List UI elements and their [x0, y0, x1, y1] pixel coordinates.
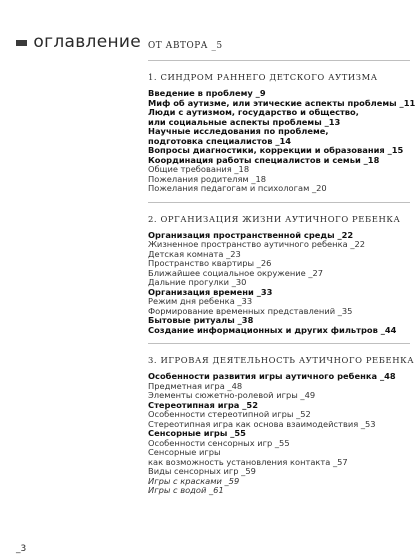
- section-items: [148, 372, 410, 496]
- toc-entry[interactable]: Пространство квартиры _26: [148, 258, 272, 268]
- toc-entry[interactable]: Координация работы специалистов и семьи _18: [148, 154, 380, 165]
- author-foreword-entry[interactable]: ОТ АВТОРА _5: [148, 41, 223, 51]
- toc-entry[interactable]: Люди с аутизмом, государство и общество,: [148, 107, 359, 117]
- toc-entry[interactable]: как возможность установления контакта _57: [148, 456, 348, 467]
- toc-section: [148, 213, 410, 345]
- toc-entry[interactable]: Пожелания родителям _18: [148, 173, 267, 184]
- divider: [148, 343, 410, 344]
- section-heading[interactable]: 1. СИНДРОМ РАННЕГО ДЕТСКОГО АУТИЗМА: [148, 72, 378, 82]
- toc-section: [148, 354, 415, 496]
- toc-entry[interactable]: Ближайшее социальное окружение _27: [148, 267, 324, 278]
- toc-entry[interactable]: Сенсорные игры: [148, 447, 221, 457]
- toc-entry[interactable]: Научные исследования по проблеме,: [148, 126, 329, 136]
- toc-entry[interactable]: Создание информационных и других фильтров _44: [148, 324, 397, 335]
- toc-title: оглавление: [33, 32, 141, 52]
- toc-entry[interactable]: Игры с красками _59: [148, 475, 240, 486]
- toc-entry[interactable]: Режим дня ребенка _33: [148, 296, 253, 306]
- toc-entry[interactable]: Стереотипная игра как основа взаимодействия _53: [148, 418, 376, 429]
- toc-section: [148, 71, 416, 203]
- toc-entry[interactable]: Организация времени _33: [148, 286, 273, 297]
- toc-title-row: [16, 34, 141, 51]
- toc-entry[interactable]: Бытовые ритуалы _38: [148, 315, 254, 325]
- toc-entry[interactable]: Общие требования _18: [148, 164, 250, 174]
- toc-entry[interactable]: Жизненное пространство аутичного ребенка _22: [148, 239, 366, 249]
- toc-list: [148, 40, 416, 496]
- section-heading[interactable]: 3. ИГРОВАЯ ДЕЯТЕЛЬНОСТЬ АУТИЧНОГО РЕБЕНКА: [148, 355, 415, 365]
- toc-entry[interactable]: Виды сенсорных игр _59: [148, 466, 256, 476]
- toc-entry[interactable]: Стереотипная игра _52: [148, 399, 258, 410]
- toc-entry[interactable]: Пожелания педагогам и психологам _20: [148, 183, 327, 193]
- page-number: _3: [16, 544, 27, 554]
- toc-entry[interactable]: Сенсорные игры _55: [148, 428, 246, 438]
- section-heading[interactable]: 2. ОРГАНИЗАЦИЯ ЖИЗНИ АУТИЧНОГО РЕБЕНКА: [148, 213, 401, 224]
- toc-entry[interactable]: Особенности развития игры аутичного ребенка _48: [148, 371, 396, 381]
- toc-entry[interactable]: или социальные аспекты проблемы _13: [148, 116, 341, 127]
- toc-entry[interactable]: Предметная игра _48: [148, 380, 243, 391]
- toc-entry[interactable]: Организация пространственной среды _22: [148, 229, 354, 240]
- toc-entry[interactable]: подготовка специалистов _14: [148, 135, 292, 146]
- toc-entry[interactable]: Детская комната _23: [148, 248, 241, 259]
- section-items: [148, 231, 410, 336]
- toc-entry[interactable]: Особенности сенсорных игр _55: [148, 437, 290, 448]
- toc-entry[interactable]: Элементы сюжетно-ролевой игры _49: [148, 390, 316, 400]
- toc-entry[interactable]: Формирование временных представлений _35: [148, 305, 353, 316]
- toc-entry[interactable]: Введение в проблему _9: [148, 88, 266, 98]
- toc-entry[interactable]: Миф об аутизме, или этические аспекты проблемы _11: [148, 97, 416, 108]
- toc-entry[interactable]: Дальние прогулки _30: [148, 277, 247, 287]
- toc-entry[interactable]: Особенности стереотипной игры _52: [148, 409, 311, 419]
- toc-entry[interactable]: Игры с водой _61: [148, 485, 224, 495]
- toc-header: [16, 34, 141, 51]
- section-items: [148, 88, 416, 194]
- toc-entry[interactable]: Вопросы диагностики, коррекции и образования _15: [148, 145, 404, 155]
- divider: [148, 60, 410, 61]
- divider: [148, 202, 410, 203]
- title-dash-mark: [16, 40, 27, 46]
- toc-sections: [148, 71, 416, 496]
